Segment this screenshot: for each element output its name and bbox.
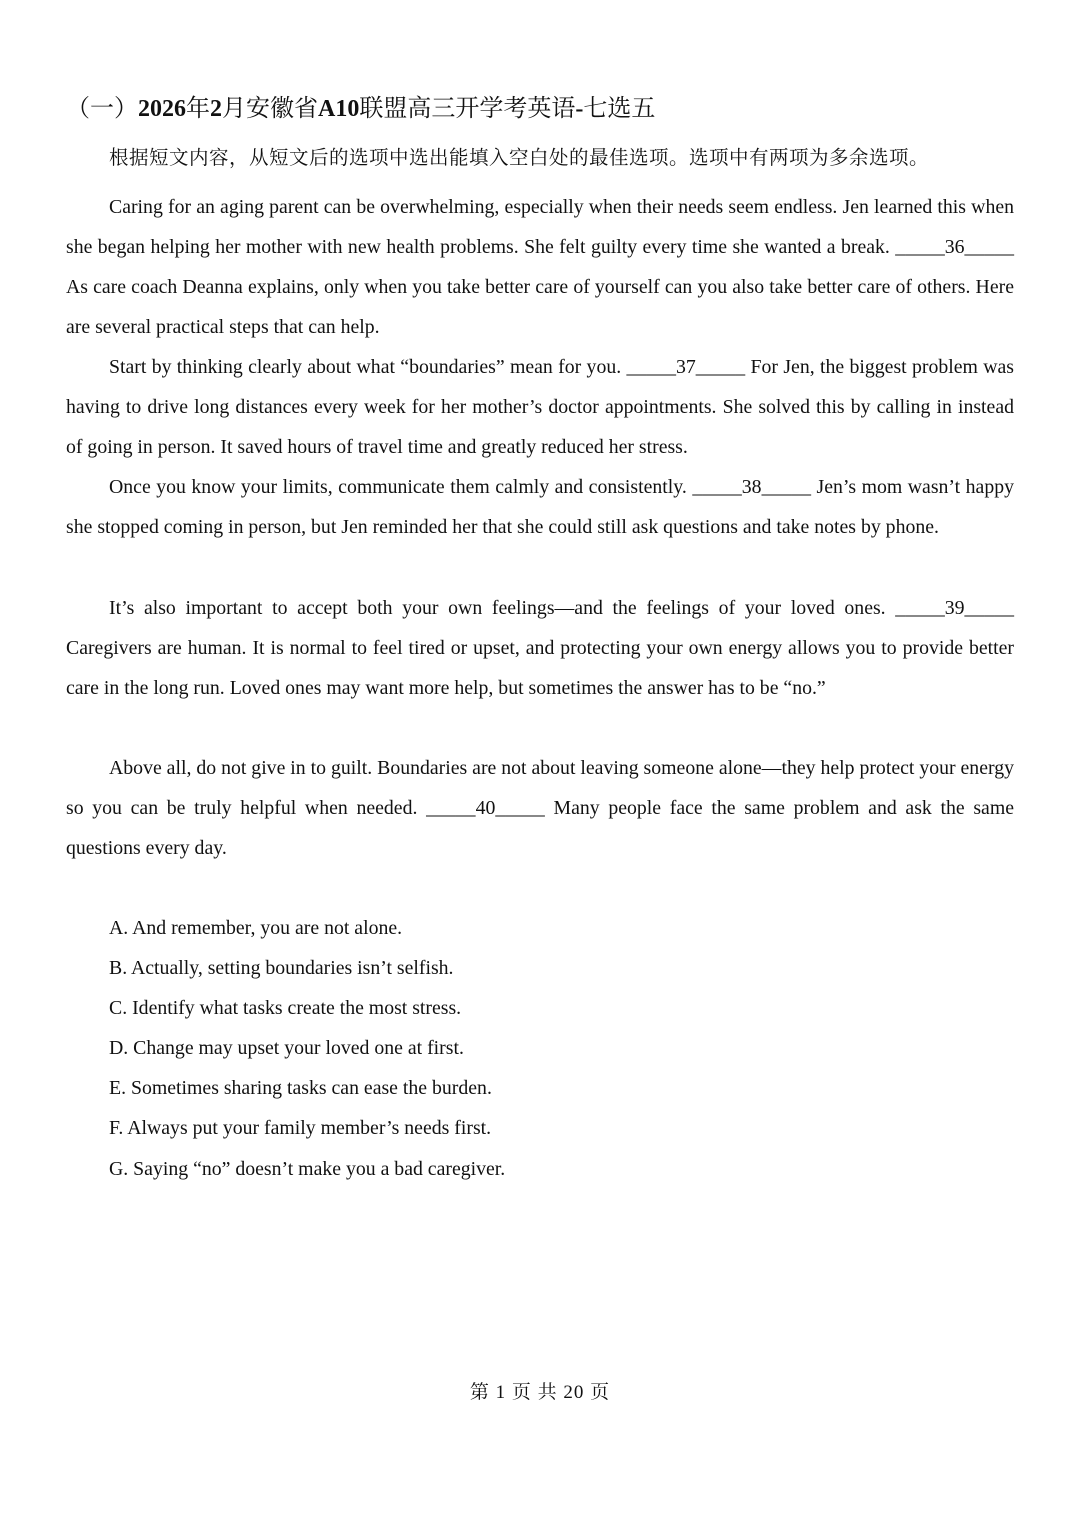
heading-prefix: （一） bbox=[66, 96, 138, 122]
option-f: F. Always put your family member’s needs first. bbox=[109, 1117, 492, 1140]
options-list bbox=[109, 908, 505, 1189]
paragraph-text: Start by thinking clearly about what “boundaries” mean for you. _____37_____ For Jen, the biggest problem was having to drive long distances every week for her mother’s doctor appointments. She solved this by calling in instead of going in person. It saved hours of travel time and greatly reduced her stress. bbox=[66, 356, 1014, 459]
heading-dash: - bbox=[575, 96, 584, 122]
heading-month: 2 bbox=[210, 96, 222, 122]
paragraph-text: It’s also important to accept both your own feelings—and the feelings of your loved ones. _____39_____ Caregivers are human. It is normal to feel tired or upset, and protecting your own energy allows you to provide better care in the long run. Loved ones may want more help, but sometimes the answer has to be “no.” bbox=[66, 597, 1014, 700]
option-b: B. Actually, setting boundaries isn’t selfish. bbox=[109, 957, 454, 980]
passage-paragraph-1 bbox=[66, 187, 1014, 347]
paragraph-text: Above all, do not give in to guilt. Boundaries are not about leaving someone alone—they help protect your energy so you can be truly helpful when needed. _____40_____ Many people face the same problem and ask the same questions every day. bbox=[66, 757, 1014, 860]
instruction-text: 根据短文内容，从短文后的选项中选出能填入空白处的最佳选项。选项中有两项为多余选项。 bbox=[109, 148, 930, 169]
option-g: G. Saying “no” doesn’t make you a bad caregiver. bbox=[109, 1157, 506, 1180]
heading-province: 月安徽省 bbox=[222, 96, 318, 122]
paragraph-text: Once you know your limits, communicate them calmly and consistently. _____38_____ Jen’s mom wasn’t happy she stopped coming in person, but Jen reminded her that she could still ask questions and take notes by phone. bbox=[66, 476, 1014, 539]
paragraph-text: Caring for an aging parent can be overwhelming, especially when their needs seem endless. Jen learned this when she began helping her mother with new health problems. She felt guilty every time she wanted a break. _____36_____ As care coach Deanna explains, only when you take better care of yourself can you also take better care of others. Here are several practical steps that can help. bbox=[66, 196, 1014, 339]
heading-league: A10 bbox=[318, 96, 360, 122]
passage-paragraph-2 bbox=[66, 347, 1014, 467]
heading-year-unit: 年 bbox=[186, 96, 210, 122]
heading-year: 2026 bbox=[138, 96, 186, 122]
option-a: A. And remember, you are not alone. bbox=[109, 917, 403, 939]
option-c: C. Identify what tasks create the most stress. bbox=[109, 997, 462, 1020]
passage-paragraph-3 bbox=[66, 467, 1014, 547]
option-e: E. Sometimes sharing tasks can ease the burden. bbox=[109, 1077, 492, 1100]
heading-type: 七选五 bbox=[583, 96, 656, 122]
page-number-footer: 第 1 页 共 20 页 bbox=[469, 1382, 611, 1403]
heading-exam: 联盟高三开学考英语 bbox=[359, 96, 576, 122]
section-heading bbox=[66, 89, 655, 129]
passage-paragraph-4 bbox=[66, 588, 1014, 708]
option-d: D. Change may upset your loved one at first. bbox=[109, 1037, 464, 1060]
passage-paragraph-5 bbox=[66, 748, 1014, 868]
